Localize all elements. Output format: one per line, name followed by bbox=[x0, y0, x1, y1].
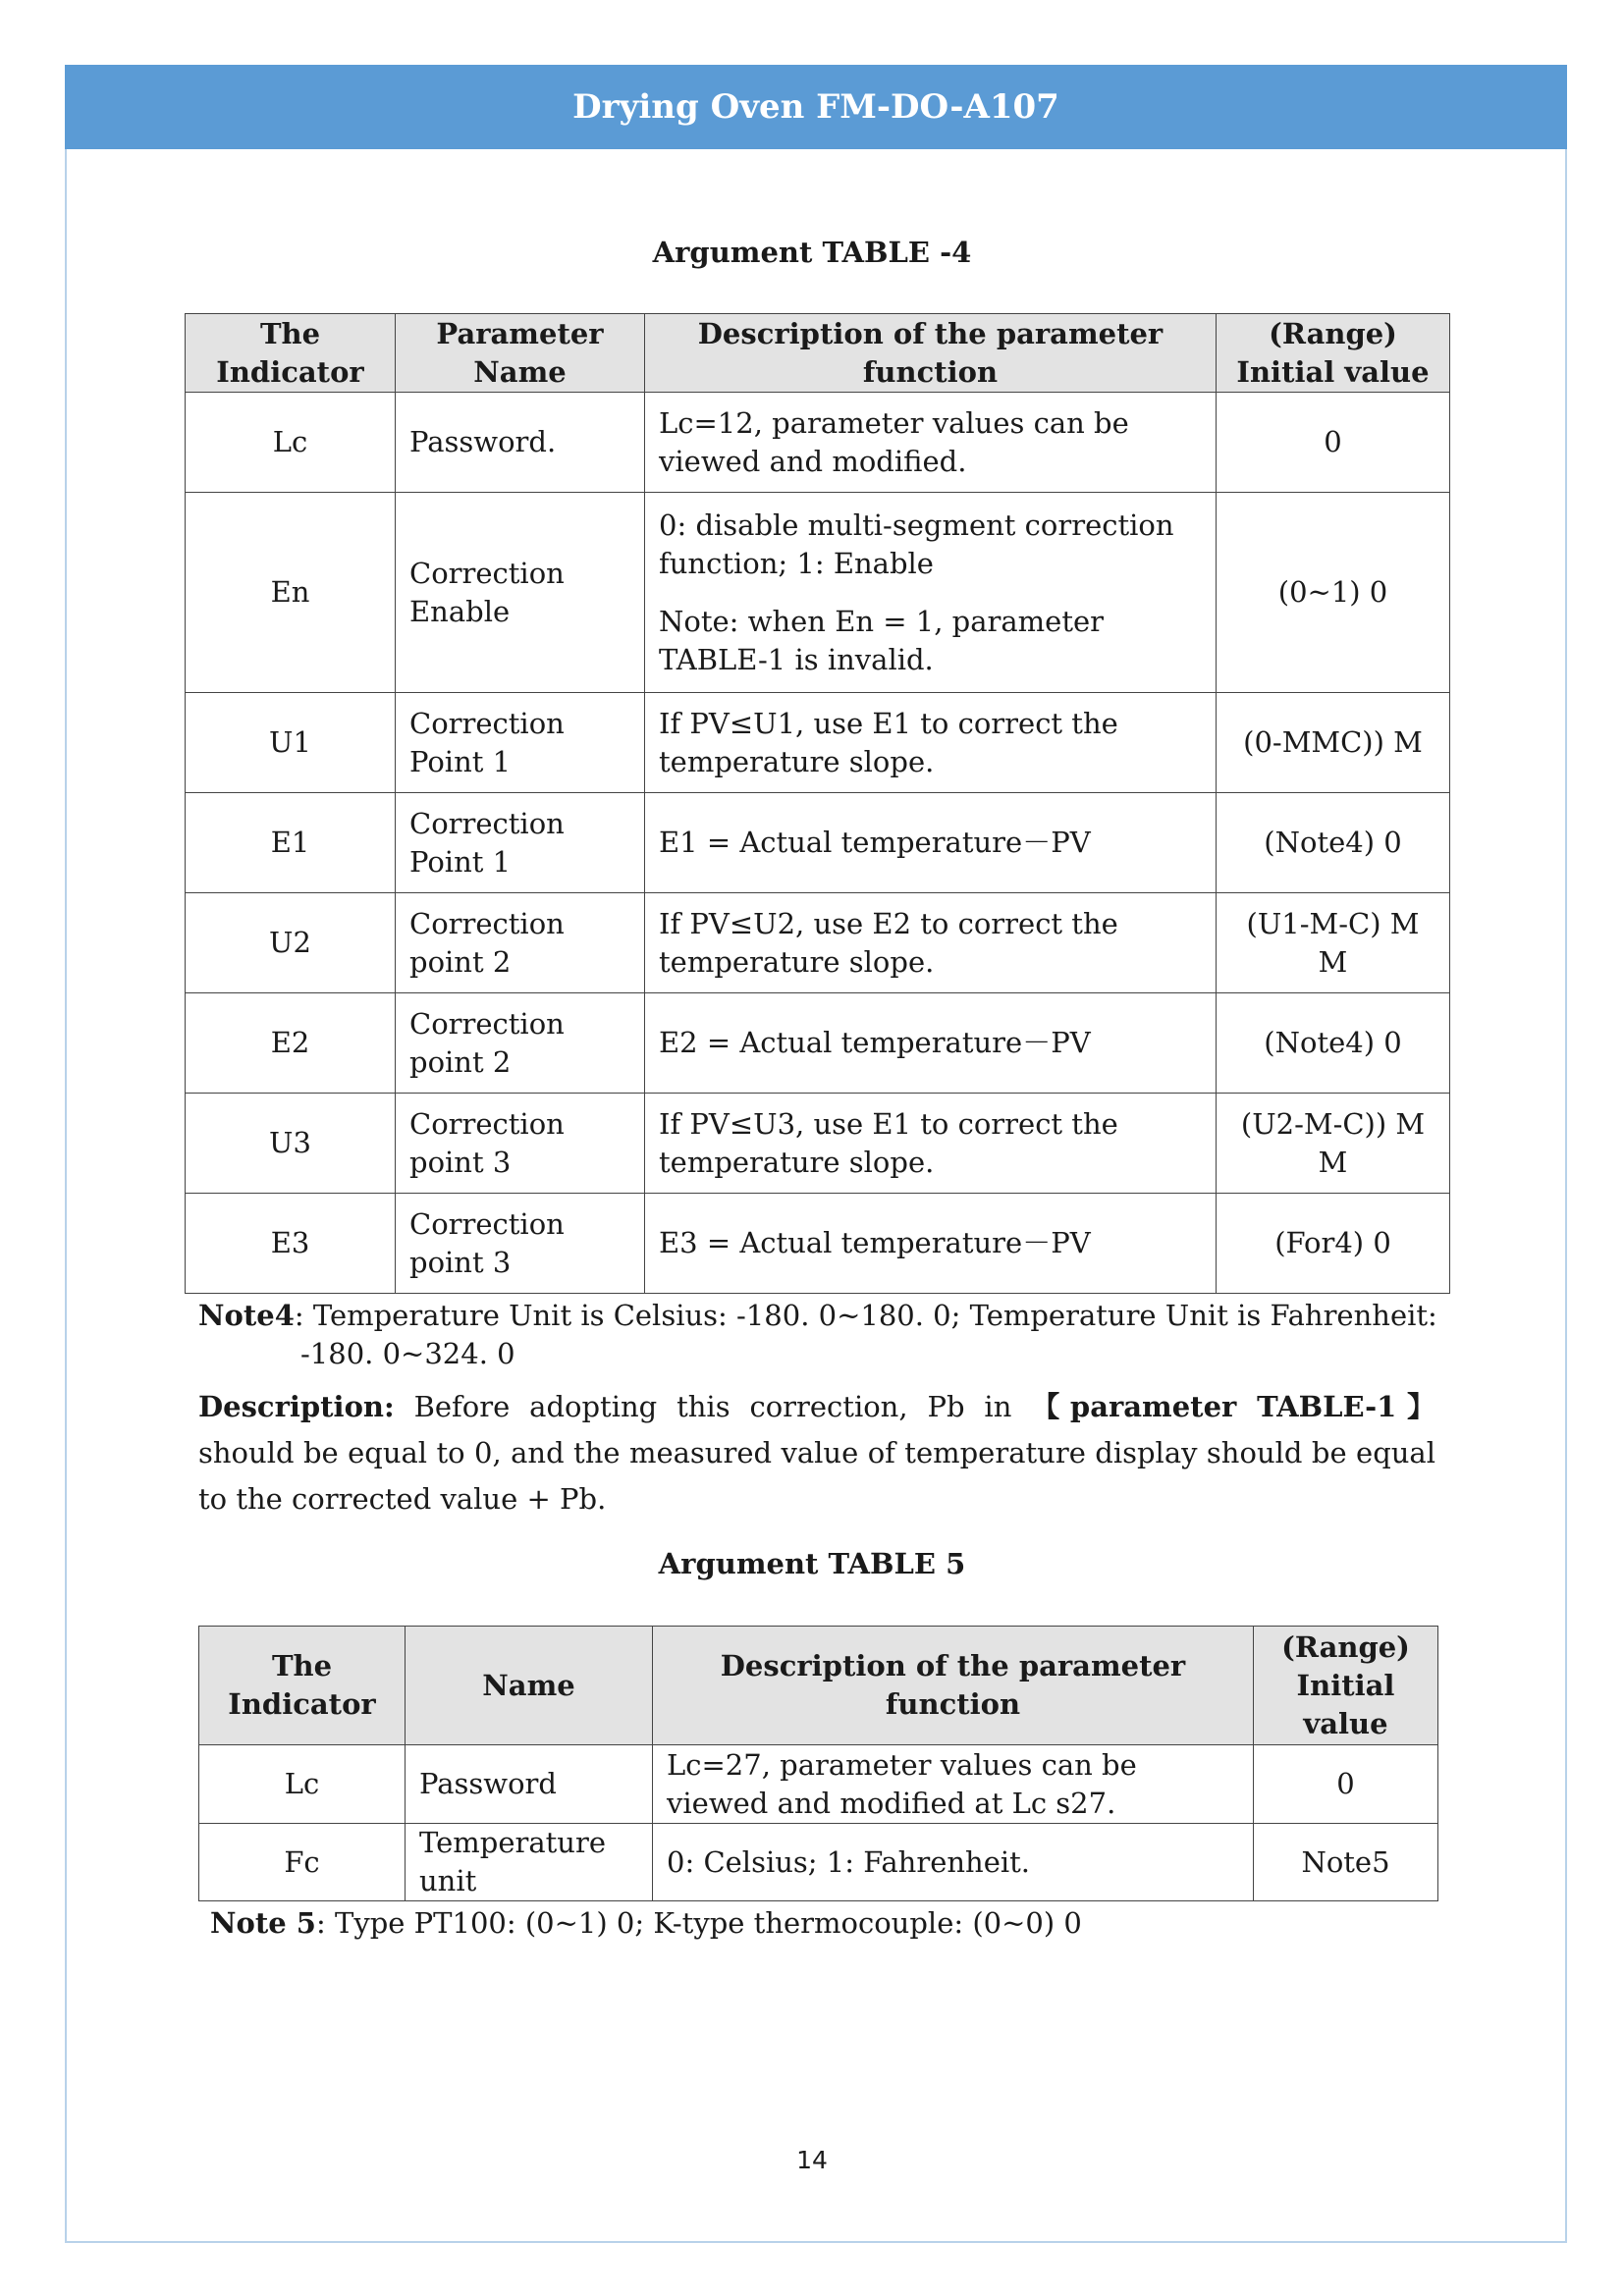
table-row bbox=[199, 1745, 1438, 1824]
note4-continued: -180. 0~324. 0 bbox=[300, 1337, 515, 1370]
indicator-cell: Lc bbox=[199, 1745, 406, 1824]
indicator-cell: U1 bbox=[186, 693, 396, 793]
name-cell: Correction point 3 bbox=[396, 1094, 645, 1194]
page-number: 14 bbox=[796, 2146, 828, 2174]
name-cell: Correction Point 1 bbox=[396, 793, 645, 893]
indicator-cell: U3 bbox=[186, 1094, 396, 1194]
document-title: Drying Oven FM-DO-A107 bbox=[572, 87, 1059, 127]
description-cell: Lc=27, parameter values can be viewed and modified at Lc s27. bbox=[653, 1745, 1254, 1824]
note5-label: Note 5 bbox=[210, 1906, 316, 1940]
name-cell: Correction point 2 bbox=[396, 893, 645, 993]
name-cell: Correction Point 1 bbox=[396, 693, 645, 793]
description-cell: E1 = Actual temperature－PV bbox=[645, 793, 1217, 893]
value-cell: (U2-M-C)) M M bbox=[1217, 1094, 1450, 1194]
description-cell: Lc=12, parameter values can be viewed and modified. bbox=[645, 393, 1217, 493]
description-cell: 0: Celsius; 1: Fahrenheit. bbox=[653, 1824, 1254, 1901]
table-header-row bbox=[186, 314, 1450, 393]
description-cell: E3 = Actual temperature－PV bbox=[645, 1194, 1217, 1294]
indicator-cell: E1 bbox=[186, 793, 396, 893]
name-cell: Password. bbox=[396, 393, 645, 493]
description-label: Description: bbox=[198, 1390, 395, 1423]
description-cell bbox=[645, 493, 1217, 693]
indicator-cell: Fc bbox=[199, 1824, 406, 1901]
description-cell: E2 = Actual temperature－PV bbox=[645, 993, 1217, 1094]
column-header: (Range) Initial value bbox=[1254, 1627, 1438, 1745]
indicator-cell: E2 bbox=[186, 993, 396, 1094]
value-cell: (U1-M-C) M M bbox=[1217, 893, 1450, 993]
description-paragraph bbox=[198, 1384, 1435, 1522]
column-header: Parameter Name bbox=[396, 314, 645, 393]
name-cell: Temperature unit bbox=[406, 1824, 653, 1901]
value-cell: (Note4) 0 bbox=[1217, 793, 1450, 893]
table-row bbox=[199, 1824, 1438, 1901]
description-text: 0: disable multi-segment correction function; 1: Enable bbox=[659, 507, 1174, 580]
table-row bbox=[186, 693, 1450, 793]
description-note: Note: when En = 1, parameter TABLE-1 is invalid. bbox=[659, 604, 1105, 676]
table-row bbox=[186, 1094, 1450, 1194]
table-row bbox=[186, 1194, 1450, 1294]
column-header: The Indicator bbox=[199, 1627, 406, 1745]
indicator-cell: U2 bbox=[186, 893, 396, 993]
value-cell: 0 bbox=[1217, 393, 1450, 493]
table4-caption: Argument TABLE -4 bbox=[652, 236, 972, 269]
value-cell: 0 bbox=[1254, 1745, 1438, 1824]
note5-text: : Type PT100: (0~1) 0; K-type thermocouple: (0~0) 0 bbox=[315, 1906, 1082, 1940]
description-cell: If PV≤U1, use E1 to correct the temperature slope. bbox=[645, 693, 1217, 793]
name-cell: Password bbox=[406, 1745, 653, 1824]
description-text: Before adopting this correction, Pb in bbox=[394, 1390, 1032, 1423]
name-cell: Correction Enable bbox=[396, 493, 645, 693]
table5-caption: Argument TABLE 5 bbox=[658, 1547, 966, 1580]
table-row bbox=[186, 993, 1450, 1094]
column-header: Name bbox=[406, 1627, 653, 1745]
value-cell: Note5 bbox=[1254, 1824, 1438, 1901]
description-cell: If PV≤U3, use E1 to correct the temperature slope. bbox=[645, 1094, 1217, 1194]
column-header: Description of the parameter function bbox=[645, 314, 1217, 393]
note5 bbox=[210, 1904, 1082, 1943]
value-cell: (0~1) 0 bbox=[1217, 493, 1450, 693]
table-row bbox=[186, 493, 1450, 693]
table-header-row bbox=[199, 1627, 1438, 1745]
argument-table-5 bbox=[198, 1626, 1438, 1901]
indicator-cell: En bbox=[186, 493, 396, 693]
column-header: The Indicator bbox=[186, 314, 396, 393]
note4-text: : Temperature Unit is Celsius: -180. 0~180. 0; Temperature Unit is Fahrenheit: bbox=[294, 1299, 1437, 1332]
parameter-table-reference: 【parameter TABLE-1】 bbox=[1031, 1390, 1435, 1423]
note4 bbox=[198, 1297, 1437, 1335]
note4-label: Note4 bbox=[198, 1299, 295, 1332]
column-header: (Range) Initial value bbox=[1217, 314, 1450, 393]
indicator-cell: E3 bbox=[186, 1194, 396, 1294]
description-cell: If PV≤U2, use E2 to correct the temperature slope. bbox=[645, 893, 1217, 993]
value-cell: (For4) 0 bbox=[1217, 1194, 1450, 1294]
table-row bbox=[186, 893, 1450, 993]
table-row bbox=[186, 793, 1450, 893]
header-band bbox=[65, 65, 1567, 149]
name-cell: Correction point 3 bbox=[396, 1194, 645, 1294]
column-header: Description of the parameter function bbox=[653, 1627, 1254, 1745]
name-cell: Correction point 2 bbox=[396, 993, 645, 1094]
argument-table-4 bbox=[185, 313, 1450, 1294]
description-text-continued: should be equal to 0, and the measured value of temperature display should be equal to the corrected value + Pb. bbox=[198, 1436, 1435, 1516]
indicator-cell: Lc bbox=[186, 393, 396, 493]
value-cell: (Note4) 0 bbox=[1217, 993, 1450, 1094]
table-row bbox=[186, 393, 1450, 493]
value-cell: (0-MMC)) M bbox=[1217, 693, 1450, 793]
